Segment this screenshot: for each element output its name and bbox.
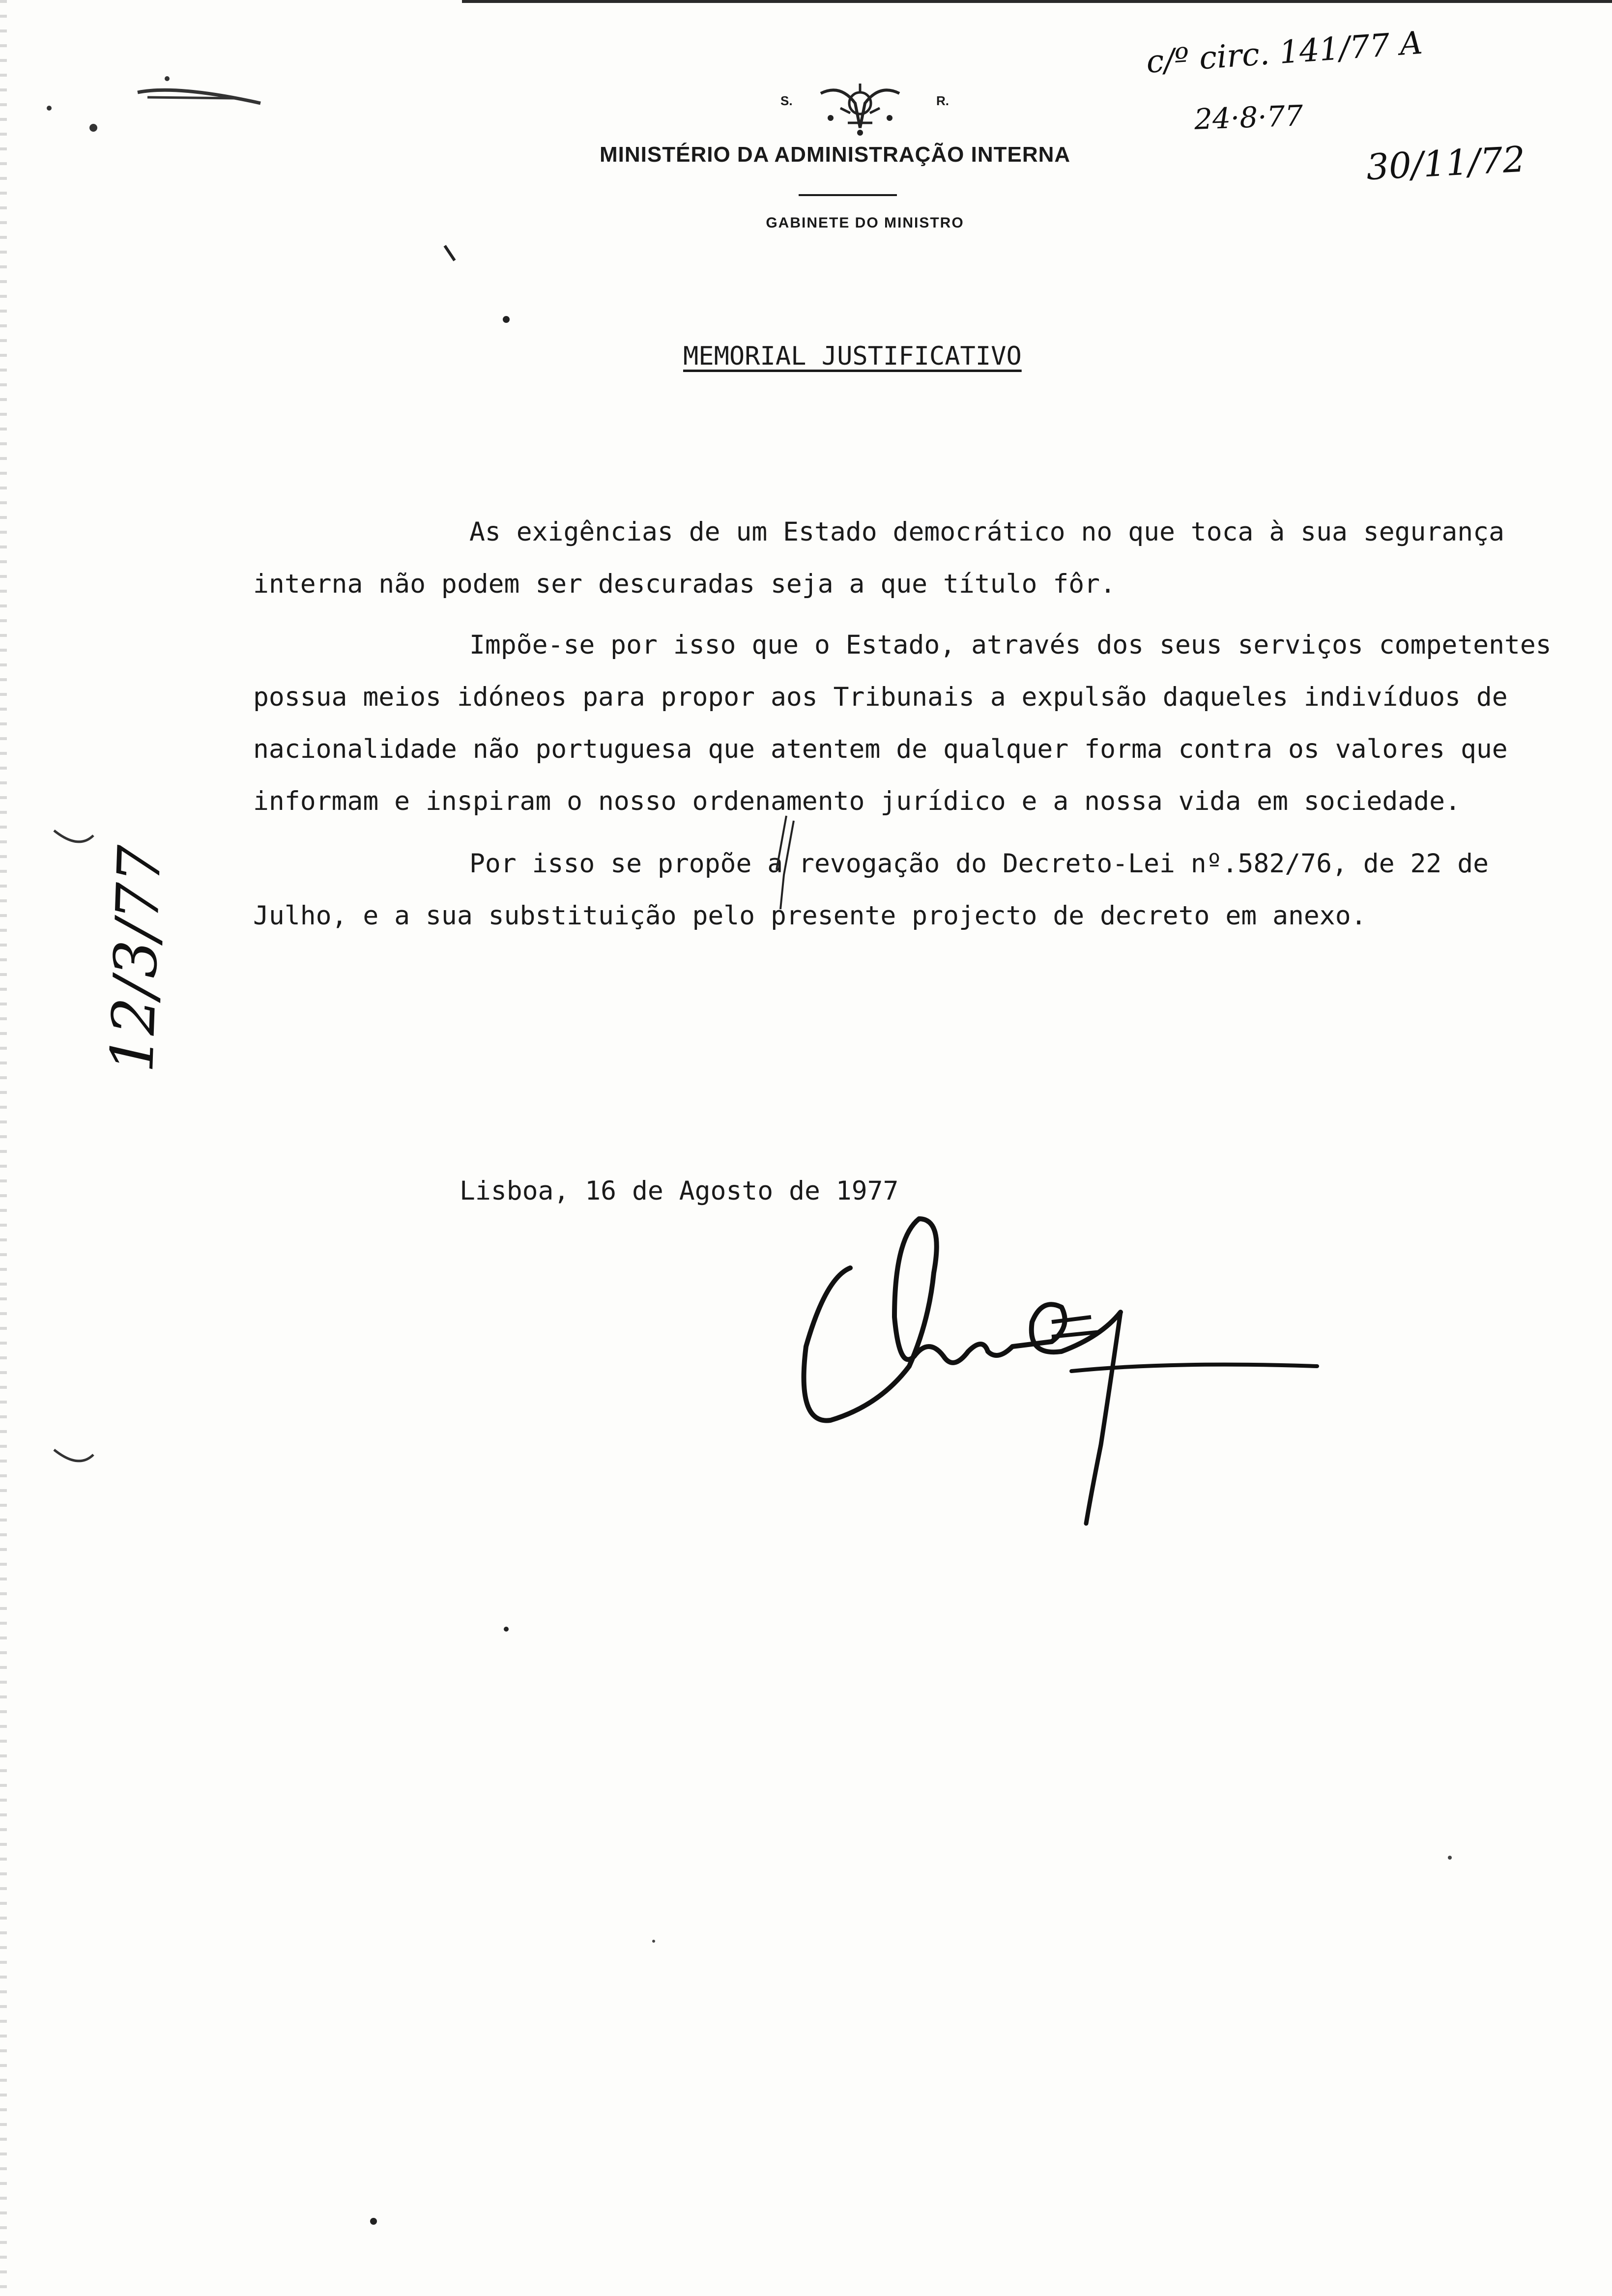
paragraph-2-line-1: Impõe-se por isso que o Estado, através dos seus serviços competentes <box>469 630 1552 660</box>
pen-strike-marks <box>767 811 806 919</box>
paragraph-2-line-4: informam e inspiram o nosso ordenamento jurídico e a nossa vida em sociedade. <box>253 786 1461 816</box>
document-title: MEMORIAL JUSTIFICATIVO <box>683 342 1022 371</box>
handwritten-date-top-right: 30/11/72 <box>1365 138 1526 188</box>
ministry-name: MINISTÉRIO DA ADMINISTRAÇÃO INTERNA <box>600 143 1071 167</box>
handwritten-date-stamp: 24·8·77 <box>1193 99 1304 136</box>
handwritten-margin-date: 12/3/77 <box>98 844 175 1074</box>
office-name: GABINETE DO MINISTRO <box>766 215 964 231</box>
paragraph-1-line-2: interna não podem ser descuradas seja a que título fôr. <box>253 569 1116 599</box>
signature-drawing <box>796 1209 1327 1528</box>
paragraph-3 <box>253 838 1580 942</box>
paragraph-2 <box>253 619 1610 828</box>
paragraph-1 <box>253 506 1580 610</box>
paragraph-3-line-2: Julho, e a sua substituição pelo presente projecto de decreto em anexo. <box>253 901 1367 931</box>
header-letter-s: S. <box>780 93 793 108</box>
paragraph-3-line-1: Por isso se propõe a revogação do Decreto-Lei nº.582/76, de 22 de <box>469 849 1489 879</box>
handwritten-circular-ref: c/º circ. 141/77 A <box>1145 25 1424 81</box>
paragraph-2-line-3: nacionalidade não portuguesa que atentem de qualquer forma contra os valores que <box>253 734 1508 764</box>
header-letter-r: R. <box>936 93 949 108</box>
paragraph-2-line-2: possua meios idóneos para propor aos Tribunais a expulsão daqueles indivíduos de <box>253 682 1508 712</box>
place-and-date: Lisboa, 16 de Agosto de 1977 <box>460 1176 899 1206</box>
paragraph-1-line-1: As exigências de um Estado democrático no que toca à sua segurança <box>469 517 1504 547</box>
